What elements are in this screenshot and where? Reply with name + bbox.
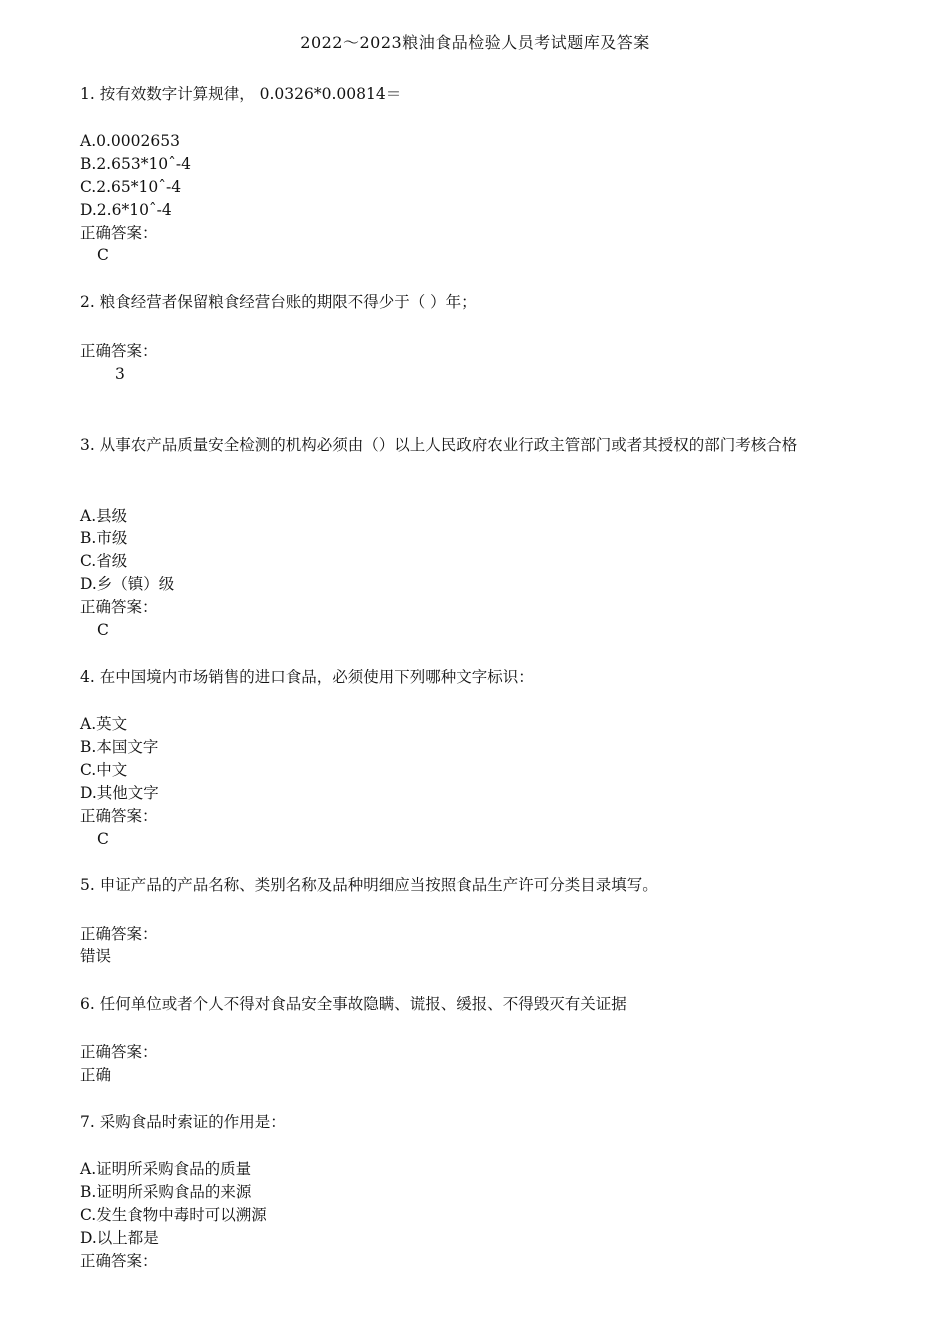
- question-5-answer: 错误: [80, 947, 112, 965]
- question-3-answer-label: 正确答案：: [80, 598, 158, 616]
- question-7-option-d: D.以上都是: [80, 1229, 159, 1247]
- question-7-stem: 7. 采购食品时索证的作用是：: [80, 1113, 286, 1131]
- question-2-stem: 2. 粮食经营者保留粮食经营台账的期限不得少于（ ）年；: [80, 293, 477, 311]
- question-3-option-a: A.县级: [80, 507, 128, 525]
- question-7-option-b: B.证明所采购食品的来源: [80, 1183, 252, 1201]
- document-title: 2022～2023粮油食品检验人员考试题库及答案: [300, 33, 650, 52]
- question-1-stem: 1. 按有效数字计算规律， 0.0326*0.00814＝: [80, 85, 402, 103]
- question-2-answer: 3: [115, 365, 125, 383]
- question-7-option-a: A.证明所采购食品的质量: [80, 1160, 252, 1178]
- question-3-option-c: C.省级: [80, 552, 128, 570]
- question-5-answer-label: 正确答案：: [80, 925, 158, 943]
- question-4-option-c: C.中文: [80, 761, 128, 779]
- question-1-answer-label: 正确答案：: [80, 224, 158, 242]
- question-6-answer-label: 正确答案：: [80, 1043, 158, 1061]
- question-1-option-d: D.2.6*10ˆ-4: [80, 201, 172, 219]
- question-1-answer: C: [97, 246, 109, 264]
- question-6-answer: 正确: [80, 1066, 112, 1084]
- question-6-stem: 6. 任何单位或者个人不得对食品安全事故隐瞒、谎报、缓报、不得毁灭有关证据: [80, 995, 627, 1013]
- question-4-answer: C: [97, 830, 109, 848]
- question-3-option-d: D.乡（镇）级: [80, 575, 175, 593]
- question-4-option-b: B.本国文字: [80, 738, 159, 756]
- question-4-answer-label: 正确答案：: [80, 807, 158, 825]
- question-4-stem: 4. 在中国境内市场销售的进口食品，必须使用下列哪种文字标识：: [80, 668, 534, 686]
- question-7-answer-label: 正确答案：: [80, 1252, 158, 1270]
- question-3-stem: 3. 从事农产品质量安全检测的机构必须由（）以上人民政府农业行政主管部门或者其授权的部门考核合格: [80, 436, 798, 454]
- question-3-answer: C: [97, 621, 109, 639]
- question-4-option-d: D.其他文字: [80, 784, 159, 802]
- question-1-option-b: B.2.653*10ˆ-4: [80, 155, 192, 173]
- question-1-option-a: A.0.0002653: [80, 132, 180, 150]
- question-7-option-c: C.发生食物中毒时可以溯源: [80, 1206, 267, 1224]
- question-3-option-b: B.市级: [80, 529, 128, 547]
- question-5-stem: 5. 申证产品的产品名称、类别名称及品种明细应当按照食品生产许可分类目录填写。: [80, 876, 658, 894]
- question-2-answer-label: 正确答案：: [80, 342, 158, 360]
- question-1-option-c: C.2.65*10ˆ-4: [80, 178, 182, 196]
- question-4-option-a: A.英文: [80, 715, 128, 733]
